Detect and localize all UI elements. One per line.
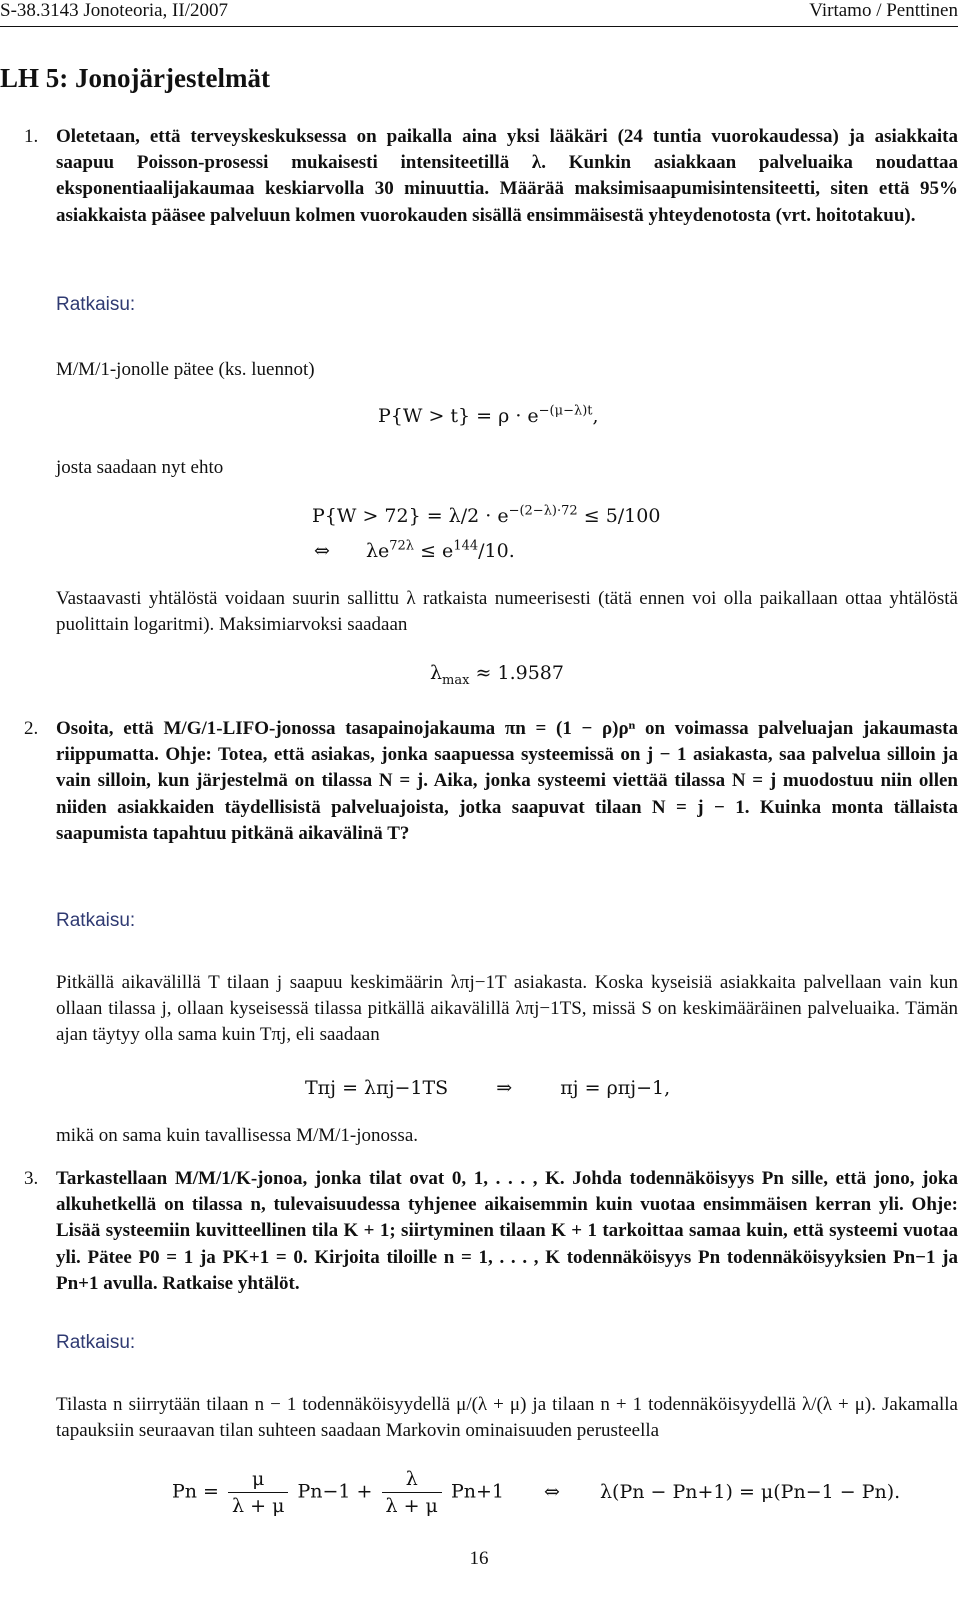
page-number: 16: [469, 1548, 489, 1569]
equation-result: [430, 660, 564, 686]
implies-arrow: ⇒: [496, 1077, 513, 1099]
solution-heading-3: Ratkaisu:: [56, 1332, 136, 1353]
equation-1: [378, 403, 599, 429]
equation-4-right: πj = ρπj−1,: [560, 1077, 671, 1099]
problem-2: [24, 716, 958, 847]
equation-3-exp1: 72λ: [389, 538, 415, 554]
equiv-arrow-2: ⇔: [544, 1480, 560, 1503]
fraction-2: [382, 1466, 442, 1519]
equation-3-exp2: 144: [453, 538, 479, 554]
lambda-symbol: λ: [430, 662, 443, 684]
equation-3: [314, 538, 515, 564]
fraction-2-den: λ + μ: [385, 1495, 438, 1518]
fraction-2-num: λ: [382, 1466, 442, 1493]
problem-3-number: 3.: [24, 1168, 39, 1189]
problem-3: [24, 1166, 958, 1297]
problem-1-text: Oletetaan, että terveyskeskuksessa on paikalla aina yksi lääkäri (24 tuntia vuorokaudessa) ja asiakkaita saapuu Poisson-prosessi mukaisesti intensiteetillä λ. Kunkin asiakkaan palveluaika noudattaa eksponentiaalijakaumaa keskiarvolla 30 minuuttia. Määrää maksimisaapumisintensiteetti, siten että 95% asiakkaista pääsee palveluun kolmen vuorokauden sisällä ensimmäisestä yhteydenotosta (vrt. hoitotakuu).: [56, 126, 958, 226]
equation-5-term1: Pn−1 +: [297, 1480, 373, 1503]
problem-2-number: 2.: [24, 718, 39, 739]
authors: Virtamo / Penttinen: [809, 0, 958, 21]
page-header: [0, 0, 958, 26]
course-code: S-38.3143 Jonoteoria, II/2007: [0, 0, 228, 21]
solution-heading-2: Ratkaisu:: [56, 910, 136, 931]
equation-4: [305, 1075, 670, 1101]
solution-heading-1: Ratkaisu:: [56, 294, 136, 315]
equation-1-exp: −(μ−λ)t: [538, 403, 593, 419]
equation-4-left: Tπj = λπj−1TS: [305, 1077, 449, 1099]
header-rule: [0, 26, 958, 27]
solution-2-text: Pitkällä aikavälillä T tilaan j saapuu keskimäärin λπj−1T asiakasta. Koska kyseisiä asiakkaita palvellaan vain kun ollaan tilassa j, ollaan kyseisessä tilassa pitkällä aikavälillä λπj−1TS, missä S on keskimääräinen palveluaika. Tämän ajan täytyy olla sama kuin Tπj, eli saadaan: [56, 972, 958, 1046]
problem-3-text: Tarkastellaan M/M/1/K-jonoa, jonka tilat ovat 0, 1, . . . , K. Johda todennäköisyys Pn sille, että jono, joka alkuhetkellä on tilassa n, tulevaisuudessa tyhjenee aikaisemmin kuin vuotaa ensimmäisen kerran yli. Ohje: Lisää systeemiin kuvitteellinen tila K + 1; siirtyminen tilaan K + 1 tarkoittaa samaa kuin, että systeemi vuotaa yli. Pätee P0 = 1 ja PK+1 = 0. Kirjoita tiloille n = 1, . . . , K todennäköisyys Pn todennäköisyyksien Pn−1 ja Pn+1 avulla. Ratkaise yhtälöt.: [56, 1168, 958, 1294]
solution-2-conclusion: mikä on sama kuin tavallisessa M/M/1-jonossa.: [56, 1125, 419, 1146]
equation-3-b: ≤ e: [420, 540, 454, 562]
equation-5-pn: Pn =: [172, 1480, 219, 1503]
equation-1-main: P{W > t} = ρ · e: [378, 405, 539, 427]
fraction-1-num: μ: [228, 1466, 288, 1493]
problem-2-text: Osoita, että M/G/1-LIFO-jonossa tasapainojakauma πn = (1 − ρ)ρⁿ on voimassa palveluajan jakaumasta riippumatta. Ohje: Totea, että asiakas, jonka saapuessa systeemissä on j − 1 asiakasta, saa palvelua silloin ja vain silloin, kun järjestelmä on tilassa N = j. Aika, jonka systeemi viettää tilassa N = j muodostuu niin ollen niiden asiakkaiden täydellisistä palveluajoista, jotka saapuvat tilaan N = j − 1. Kuinka monta tällaista saapumista tapahtuu pitkänä aikavälinä T?: [56, 718, 958, 844]
equation-1-end: ,: [592, 405, 599, 427]
equation-5-right: λ(Pn − Pn+1) = μ(Pn−1 − Pn).: [600, 1480, 901, 1503]
equation-5-term2: Pn+1: [450, 1480, 504, 1503]
equation-3-c: /10.: [478, 540, 515, 562]
equiv-arrow: ⇔: [314, 540, 330, 562]
lambda-sub: max: [442, 672, 470, 688]
problem-1-number: 1.: [24, 126, 39, 147]
problem-1: [24, 124, 958, 229]
equation-2-end: ≤ 5/100: [583, 505, 661, 527]
fraction-1-den: λ + μ: [232, 1495, 285, 1518]
equation-2: [312, 503, 660, 529]
solution-3-text: Tilasta n siirrytään tilaan n − 1 todennäköisyydellä μ/(λ + μ) ja tilaan n + 1 todennäköisyydellä λ/(λ + μ). Jakamalla tapauksiin seuraavan tilan suhteen saadaan Markovin ominaisuuden perusteella: [56, 1394, 958, 1442]
solution-1-condition: josta saadaan nyt ehto: [56, 457, 224, 478]
result-value: ≈ 1.9587: [475, 662, 564, 684]
page-title: LH 5: Jonojärjestelmät: [0, 63, 270, 93]
fraction-1: [228, 1466, 288, 1519]
solution-1-intro: M/M/1-jonolle pätee (ks. luennot): [56, 359, 315, 380]
equation-3-a: λe: [365, 540, 390, 562]
equation-2-exp: −(2−λ)·72: [508, 503, 578, 519]
equation-5: [172, 1466, 900, 1519]
equation-2-main: P{W > 72} = λ/2 · e: [312, 505, 509, 527]
solution-1-text: Vastaavasti yhtälöstä voidaan suurin sallittu λ ratkaista numeerisesti (tätä ennen voi olla paikallaan ottaa yhtälöstä puolittain logaritmi). Maksimiarvoksi saadaan: [56, 588, 958, 636]
